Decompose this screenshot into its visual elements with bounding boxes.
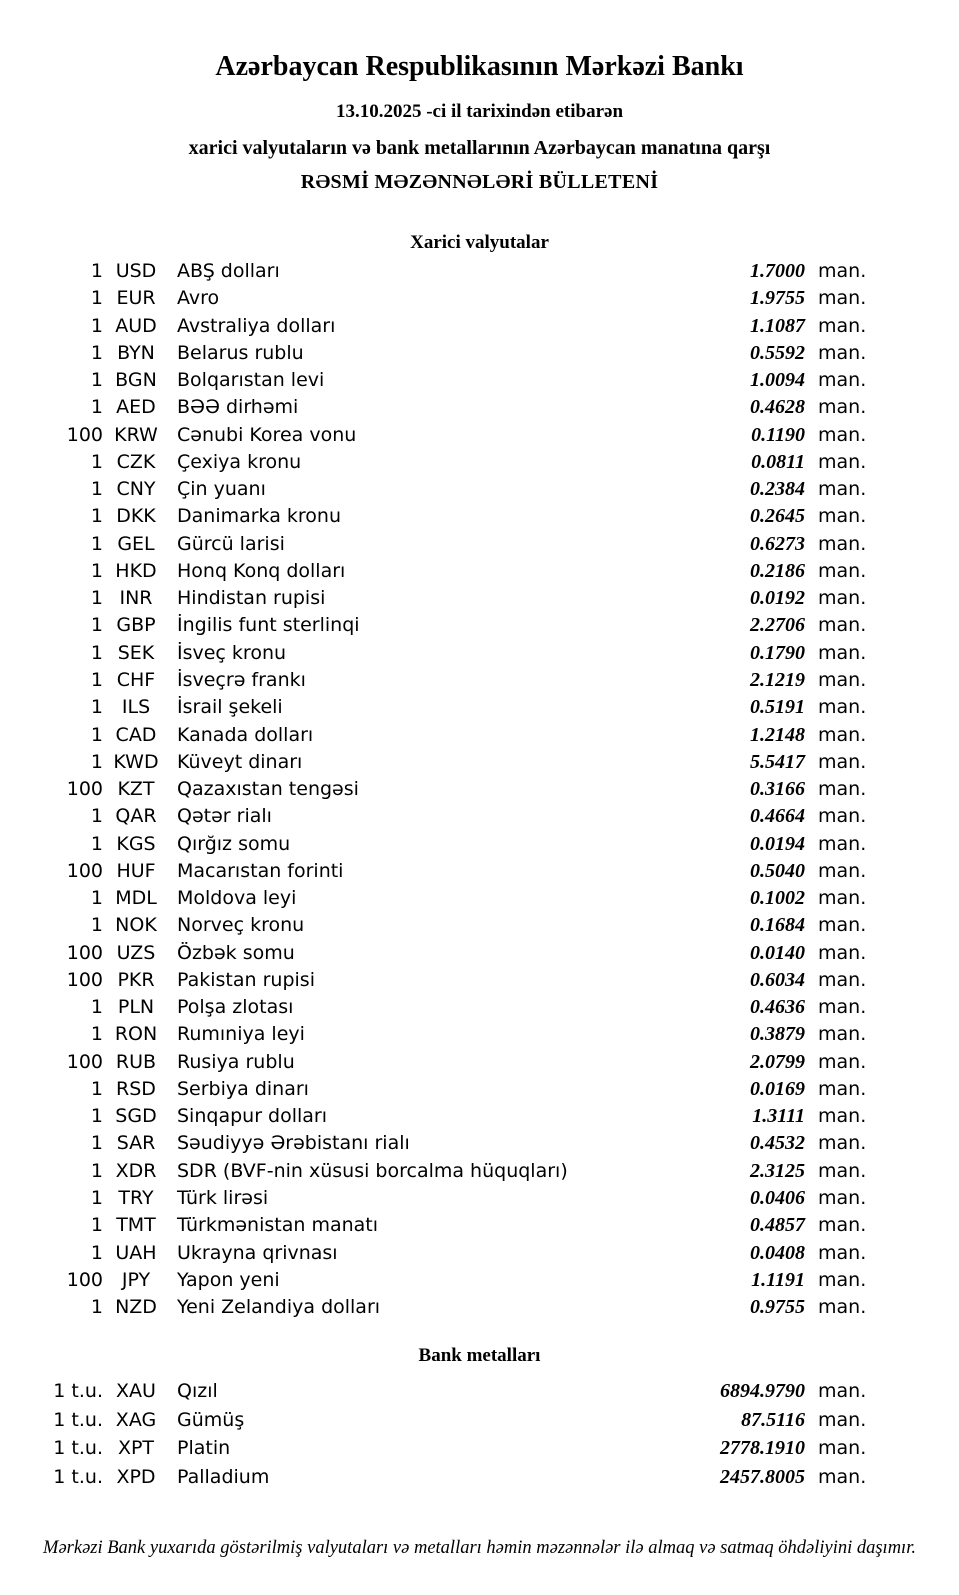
currency-name: Cənubi Korea vonu — [177, 423, 357, 446]
currency-quantity: 100 — [66, 859, 103, 882]
currency-name: Macarıstan forinti — [177, 859, 344, 882]
currency-quantity: 1 — [90, 1023, 103, 1046]
bank-title: Azərbaycan Respublikasının Mərkəzi Bankı — [215, 51, 744, 82]
currency-row — [0, 803, 865, 830]
currency-name: İsveç kronu — [177, 641, 287, 664]
exchange-rate: 0.5592 — [750, 341, 805, 364]
unit-label: man. — [818, 1050, 867, 1073]
currency-code: TRY — [118, 1187, 154, 1210]
unit-label: man. — [818, 941, 867, 964]
currency-quantity: 1 — [90, 1241, 103, 1264]
currency-quantity: 1 — [90, 668, 103, 691]
currency-quantity: 100 — [66, 778, 103, 801]
currency-row — [0, 1267, 865, 1294]
currency-name: Yapon yeni — [177, 1268, 280, 1291]
currency-name: Polşa zlotası — [177, 996, 294, 1019]
currency-name: Moldova leyi — [177, 887, 297, 910]
currencies-table — [0, 258, 865, 1321]
unit-label: man. — [818, 614, 867, 637]
bulletin-header — [0, 0, 959, 194]
unit-label: man. — [818, 968, 867, 991]
exchange-rate: 0.6034 — [750, 968, 805, 991]
unit-label: man. — [818, 1214, 867, 1237]
exchange-rate: 0.4636 — [750, 996, 805, 1019]
currency-row — [0, 394, 865, 421]
currency-row — [0, 558, 865, 585]
currency-name: Bolqarıstan levi — [177, 369, 325, 392]
currency-row — [0, 258, 865, 285]
currency-quantity: 1 — [90, 914, 103, 937]
exchange-rate: 0.0811 — [751, 450, 805, 473]
unit-label: man. — [818, 1296, 867, 1319]
currency-quantity: 1 — [90, 259, 103, 282]
unit-label: man. — [818, 341, 867, 364]
unit-label: man. — [818, 1408, 867, 1431]
exchange-rate: 0.4664 — [750, 805, 805, 828]
metal-row — [0, 1406, 865, 1435]
currency-quantity: 1 — [90, 750, 103, 773]
currency-name: Hindistan rupisi — [177, 587, 326, 610]
currency-quantity: 1 — [90, 559, 103, 582]
exchange-rate: 0.1790 — [750, 641, 805, 664]
currency-name: Türkmənistan manatı — [177, 1214, 379, 1237]
currency-name: Gürcü larisi — [177, 532, 285, 555]
metals-section-title: Bank metalları — [418, 1345, 541, 1367]
unit-label: man. — [818, 1268, 867, 1291]
currency-row — [0, 885, 865, 912]
currency-code: HKD — [115, 559, 157, 582]
currency-code: CHF — [116, 668, 156, 691]
currency-name: Yeni Zelandiya dolları — [177, 1296, 381, 1319]
currency-code: RON — [114, 1023, 158, 1046]
currency-code: BGN — [115, 369, 157, 392]
currency-name: Qazaxıstan tengəsi — [177, 778, 359, 801]
currency-quantity: 1 — [90, 996, 103, 1019]
currency-code: GEL — [117, 532, 155, 555]
currency-quantity: 1 — [90, 614, 103, 637]
currency-quantity: 1 — [90, 1132, 103, 1155]
exchange-rate: 0.5191 — [750, 696, 805, 719]
unit-label: man. — [818, 1380, 867, 1403]
metal-rate: 87.5116 — [741, 1408, 805, 1431]
currency-name: Türk lirəsi — [177, 1187, 269, 1210]
exchange-rate: 0.0194 — [750, 832, 805, 855]
unit-label: man. — [818, 259, 867, 282]
metal-rate: 2457.8005 — [720, 1465, 805, 1488]
exchange-rate: 0.4532 — [750, 1132, 805, 1155]
currency-code: XDR — [115, 1159, 157, 1182]
currency-name: Serbiya dinarı — [177, 1077, 309, 1100]
currency-row — [0, 1103, 865, 1130]
currency-code: QAR — [115, 805, 157, 828]
currency-quantity: 100 — [66, 968, 103, 991]
exchange-rate: 2.3125 — [750, 1159, 805, 1182]
unit-label: man. — [818, 805, 867, 828]
unit-label: man. — [818, 1241, 867, 1264]
exchange-rate: 0.2645 — [750, 505, 805, 528]
currency-quantity: 1 — [90, 1159, 103, 1182]
currency-name: Qətər rialı — [177, 805, 272, 828]
currency-row — [0, 449, 865, 476]
currency-quantity: 1 — [90, 287, 103, 310]
currency-code: AUD — [115, 314, 157, 337]
currency-row — [0, 612, 865, 639]
currency-name: BƏƏ dirhəmi — [177, 396, 299, 419]
currency-quantity: 1 — [90, 641, 103, 664]
currency-row — [0, 694, 865, 721]
exchange-rate: 0.0140 — [750, 941, 805, 964]
exchange-rate: 1.9755 — [750, 287, 805, 310]
currency-code: SAR — [116, 1132, 156, 1155]
currency-name: Çexiya kronu — [177, 450, 302, 473]
currency-quantity: 1 — [90, 832, 103, 855]
exchange-rate: 2.0799 — [750, 1050, 805, 1073]
metal-code: XAG — [115, 1408, 157, 1431]
unit-label: man. — [818, 1105, 867, 1128]
currency-row — [0, 367, 865, 394]
unit-label: man. — [818, 696, 867, 719]
currency-row — [0, 1212, 865, 1239]
exchange-rate: 0.4628 — [750, 396, 805, 419]
effective-date-line: 13.10.2025 -ci il tarixindən etibarən — [335, 101, 624, 123]
currency-name: Ukrayna qrivnası — [177, 1241, 338, 1264]
currency-row — [0, 340, 865, 367]
currency-code: NOK — [115, 914, 157, 937]
currency-quantity: 1 — [90, 887, 103, 910]
metal-name: Gümüş — [177, 1408, 245, 1431]
unit-label: man. — [818, 423, 867, 446]
metal-rate: 6894.9790 — [720, 1380, 805, 1403]
currency-name: Özbək somu — [177, 941, 295, 964]
exchange-rate: 1.1191 — [751, 1268, 805, 1291]
unit-label: man. — [818, 778, 867, 801]
currency-quantity: 100 — [66, 1050, 103, 1073]
currency-quantity: 1 — [90, 1296, 103, 1319]
currency-name: Avro — [177, 287, 220, 310]
currency-quantity: 1 — [90, 805, 103, 828]
exchange-rate: 0.9755 — [750, 1296, 805, 1319]
exchange-rate: 0.1002 — [750, 887, 805, 910]
currency-code: PKR — [117, 968, 155, 991]
metal-name: Platin — [177, 1437, 231, 1460]
unit-label: man. — [818, 832, 867, 855]
currency-quantity: 1 — [90, 505, 103, 528]
currency-name: Sinqapur dolları — [177, 1105, 328, 1128]
currency-code: KGS — [116, 832, 156, 855]
currency-name: İsveçrə frankı — [177, 668, 306, 691]
currency-quantity: 100 — [66, 1268, 103, 1291]
currencies-section-title: Xarici valyutalar — [410, 232, 549, 254]
currency-name: Honq Konq dolları — [177, 559, 346, 582]
exchange-rate: 0.1684 — [750, 914, 805, 937]
currency-code: UAH — [115, 1241, 157, 1264]
unit-label: man. — [818, 287, 867, 310]
currency-name: Rusiya rublu — [177, 1050, 295, 1073]
unit-label: man. — [818, 914, 867, 937]
unit-label: man. — [818, 587, 867, 610]
currency-row — [0, 1158, 865, 1185]
currency-row — [0, 1294, 865, 1321]
currency-code: RSD — [116, 1077, 156, 1100]
currency-code: ILS — [121, 696, 151, 719]
exchange-rate: 0.6273 — [750, 532, 805, 555]
exchange-rate: 0.3879 — [750, 1023, 805, 1046]
currency-name: ABŞ dolları — [177, 259, 280, 282]
currency-code: INR — [119, 587, 153, 610]
currency-code: EUR — [116, 287, 156, 310]
currency-row — [0, 1049, 865, 1076]
currency-code: PLN — [117, 996, 155, 1019]
currency-code: CAD — [115, 723, 157, 746]
bulletin-title: RƏSMİ MƏZƏNNƏLƏRİ BÜLLETENİ — [300, 171, 659, 194]
currency-quantity: 1 — [90, 396, 103, 419]
currency-code: MDL — [115, 887, 157, 910]
metal-row — [0, 1434, 865, 1463]
unit-label: man. — [818, 396, 867, 419]
currency-name: Pakistan rupisi — [177, 968, 315, 991]
currency-row — [0, 994, 865, 1021]
subject-line: xarici valyutaların və bank metallarının Azərbaycan manatına qarşı — [188, 137, 771, 160]
currency-quantity: 1 — [90, 369, 103, 392]
currency-row — [0, 940, 865, 967]
metal-code: XAU — [116, 1380, 156, 1403]
currency-row — [0, 503, 865, 530]
currency-code: SEK — [117, 641, 155, 664]
currency-row — [0, 422, 865, 449]
currency-quantity: 1 — [90, 478, 103, 501]
unit-label: man. — [818, 559, 867, 582]
currency-row — [0, 722, 865, 749]
currency-row — [0, 531, 865, 558]
currency-name: Küveyt dinarı — [177, 750, 303, 773]
metal-quantity: 1 t.u. — [53, 1408, 103, 1431]
exchange-rate: 0.5040 — [750, 859, 805, 882]
unit-label: man. — [818, 314, 867, 337]
currency-name: Səudiyyə Ərəbistanı rialı — [177, 1132, 410, 1155]
unit-label: man. — [818, 1023, 867, 1046]
metal-quantity: 1 t.u. — [53, 1465, 103, 1488]
metals-table — [0, 1377, 865, 1491]
currency-code: SGD — [115, 1105, 157, 1128]
unit-label: man. — [818, 1187, 867, 1210]
currency-quantity: 100 — [66, 423, 103, 446]
metal-name: Qızıl — [177, 1380, 218, 1403]
metal-quantity: 1 t.u. — [53, 1380, 103, 1403]
currency-name: İsrail şekeli — [177, 696, 283, 719]
disclaimer-text: Mərkəzi Bank yuxarıda göstərilmiş valyutaları və metalları həmin məzənnələr ilə almaq və satmaq öhdəliyini daşımır. — [43, 1538, 916, 1558]
unit-label: man. — [818, 1437, 867, 1460]
exchange-rate: 0.0169 — [750, 1077, 805, 1100]
currency-row — [0, 1185, 865, 1212]
currency-row — [0, 667, 865, 694]
exchange-rate: 0.1190 — [751, 423, 805, 446]
currency-row — [0, 858, 865, 885]
unit-label: man. — [818, 450, 867, 473]
currency-code: GBP — [116, 614, 156, 637]
currency-code: CNY — [116, 478, 156, 501]
unit-label: man. — [818, 750, 867, 773]
currency-code: BYN — [117, 341, 155, 364]
unit-label: man. — [818, 532, 867, 555]
unit-label: man. — [818, 369, 867, 392]
currency-name: Rumıniya leyi — [177, 1023, 305, 1046]
metal-name: Palladium — [177, 1465, 270, 1488]
currency-row — [0, 285, 865, 312]
currency-name: İngilis funt sterlinqi — [177, 614, 360, 637]
currency-code: KZT — [117, 778, 155, 801]
currency-code: UZS — [116, 941, 156, 964]
unit-label: man. — [818, 668, 867, 691]
exchange-rate: 5.5417 — [750, 750, 805, 773]
currency-quantity: 1 — [90, 341, 103, 364]
currency-row — [0, 749, 865, 776]
currency-code: KWD — [113, 750, 159, 773]
currency-quantity: 1 — [90, 1077, 103, 1100]
exchange-rate: 1.2148 — [750, 723, 805, 746]
currency-row — [0, 1240, 865, 1267]
currency-quantity: 100 — [66, 941, 103, 964]
exchange-rate: 2.2706 — [750, 614, 805, 637]
currency-name: Belarus rublu — [177, 341, 304, 364]
currency-name: Çin yuanı — [177, 478, 266, 501]
currency-quantity: 1 — [90, 723, 103, 746]
exchange-rate: 2.1219 — [750, 668, 805, 691]
currency-code: RUB — [115, 1050, 157, 1073]
exchange-rate: 0.2384 — [750, 478, 805, 501]
exchange-rate: 0.0408 — [750, 1241, 805, 1264]
currency-quantity: 1 — [90, 1214, 103, 1237]
currency-row — [0, 476, 865, 503]
unit-label: man. — [818, 505, 867, 528]
currency-row — [0, 776, 865, 803]
currency-code: DKK — [116, 505, 156, 528]
currency-row — [0, 967, 865, 994]
exchange-rate: 0.4857 — [750, 1214, 805, 1237]
unit-label: man. — [818, 1132, 867, 1155]
currency-name: Avstraliya dolları — [177, 314, 336, 337]
currency-quantity: 1 — [90, 532, 103, 555]
exchange-rate: 0.0406 — [750, 1187, 805, 1210]
currency-name: Qırğız somu — [177, 832, 291, 855]
currency-code: HUF — [116, 859, 156, 882]
currency-quantity: 1 — [90, 1105, 103, 1128]
metal-code: XPT — [117, 1437, 155, 1460]
currency-row — [0, 1130, 865, 1157]
currency-quantity: 1 — [90, 696, 103, 719]
currency-quantity: 1 — [90, 1187, 103, 1210]
currency-name: Norveç kronu — [177, 914, 305, 937]
unit-label: man. — [818, 478, 867, 501]
unit-label: man. — [818, 723, 867, 746]
currency-code: KRW — [114, 423, 158, 446]
metal-quantity: 1 t.u. — [53, 1437, 103, 1460]
exchange-rate: 0.2186 — [750, 559, 805, 582]
metal-rate: 2778.1910 — [720, 1437, 805, 1460]
currency-code: JPY — [121, 1268, 151, 1291]
currency-row — [0, 912, 865, 939]
currency-quantity: 1 — [90, 450, 103, 473]
unit-label: man. — [818, 859, 867, 882]
currency-code: AED — [116, 396, 156, 419]
currency-row — [0, 1021, 865, 1048]
exchange-rate: 1.0094 — [750, 369, 805, 392]
currency-row — [0, 313, 865, 340]
unit-label: man. — [818, 996, 867, 1019]
currency-code: CZK — [116, 450, 156, 473]
currency-row — [0, 585, 865, 612]
metal-row — [0, 1377, 865, 1406]
currency-row — [0, 640, 865, 667]
currency-name: Danimarka kronu — [177, 505, 342, 528]
exchange-rate: 0.3166 — [750, 778, 805, 801]
currency-quantity: 1 — [90, 314, 103, 337]
currency-code: TMT — [116, 1214, 156, 1237]
exchange-rate: 1.3111 — [752, 1105, 805, 1128]
currency-code: USD — [115, 259, 157, 282]
metal-row — [0, 1463, 865, 1492]
exchange-rate: 1.7000 — [750, 259, 805, 282]
unit-label: man. — [818, 641, 867, 664]
unit-label: man. — [818, 887, 867, 910]
currency-code: NZD — [115, 1296, 157, 1319]
metal-code: XPD — [116, 1465, 156, 1488]
unit-label: man. — [818, 1465, 867, 1488]
currency-row — [0, 831, 865, 858]
currency-row — [0, 1076, 865, 1103]
exchange-rate: 0.0192 — [750, 587, 805, 610]
currency-quantity: 1 — [90, 587, 103, 610]
currency-name: SDR (BVF-nin xüsusi borcalma hüquqları) — [177, 1159, 568, 1182]
unit-label: man. — [818, 1159, 867, 1182]
currency-name: Kanada dolları — [177, 723, 314, 746]
exchange-rate: 1.1087 — [750, 314, 805, 337]
unit-label: man. — [818, 1077, 867, 1100]
